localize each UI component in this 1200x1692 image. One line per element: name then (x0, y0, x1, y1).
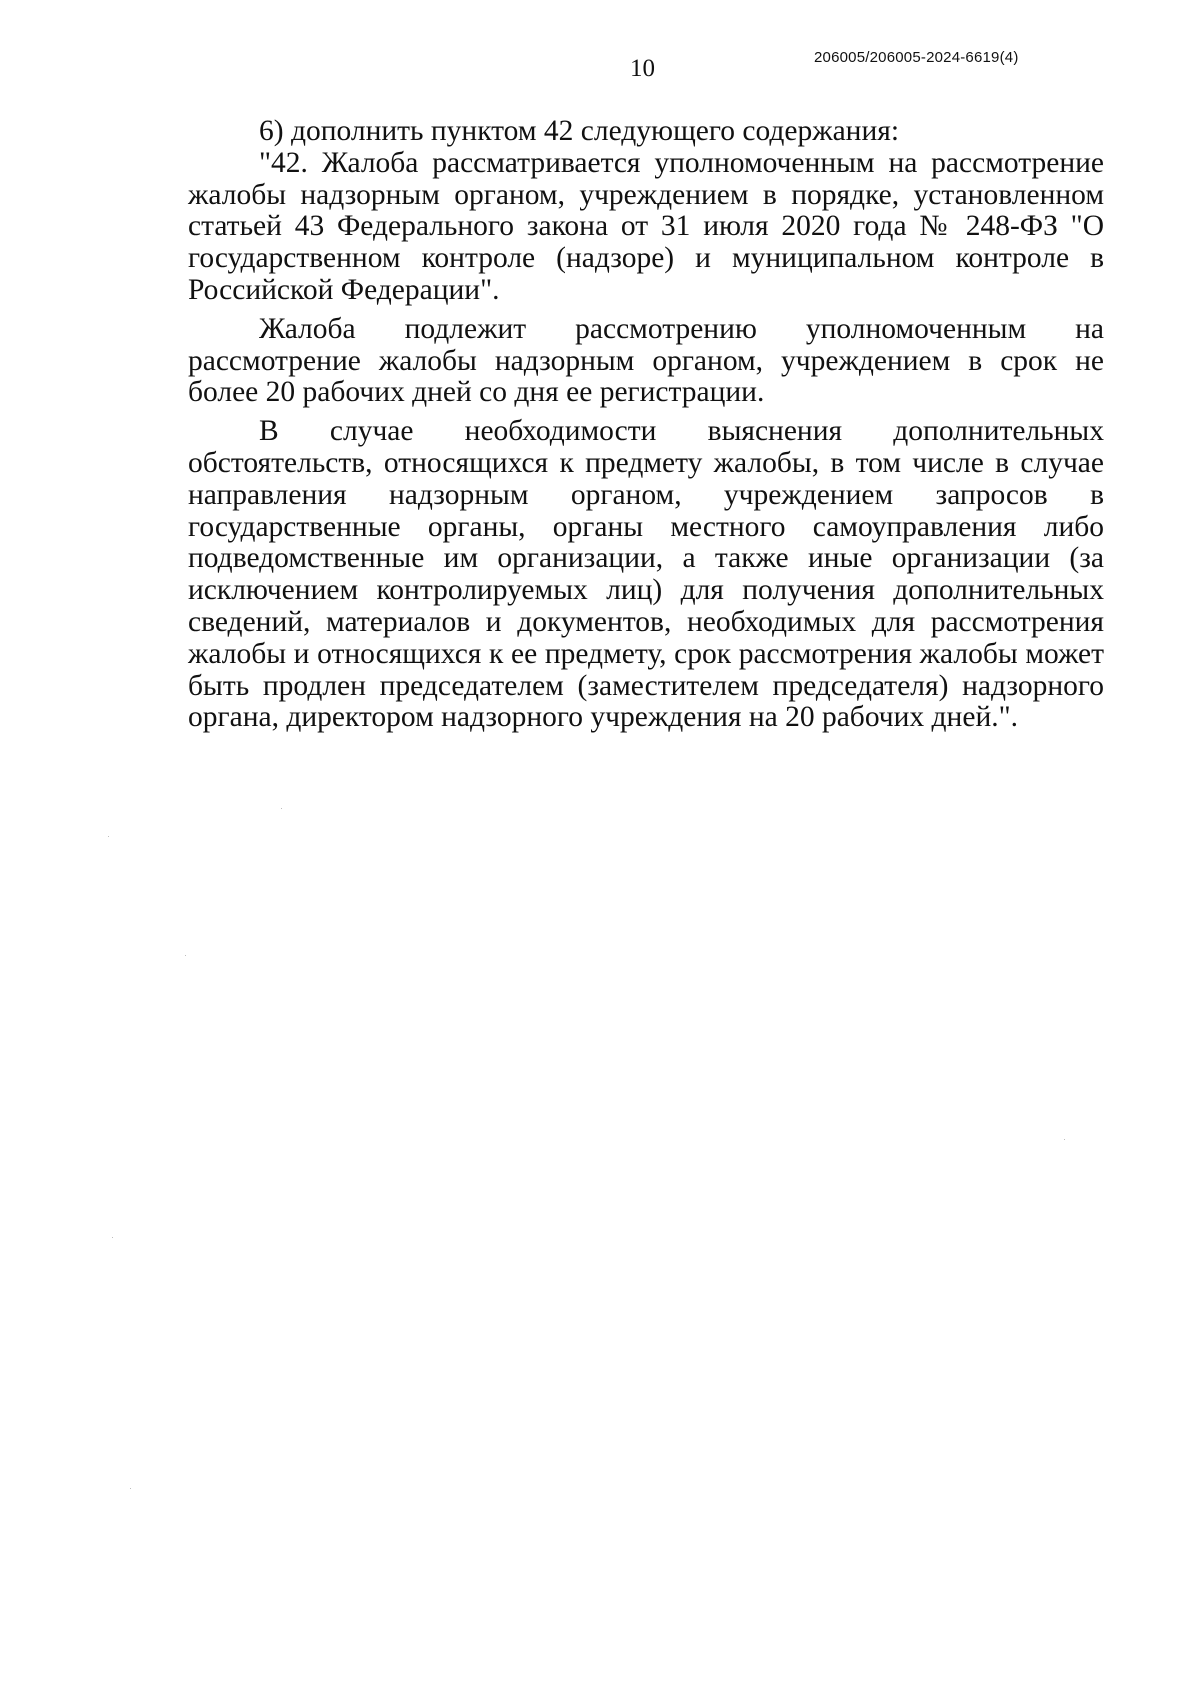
paragraph-review-term: Жалоба подлежит рассмотрению уполномоченным на рассмотрение жалобы надзорным органом, учреждением в срок не более 20 рабочих дней со дня ее регистрации. (188, 312, 1104, 409)
paragraph-extension: В случае необходимости выяснения дополнительных обстоятельств, относящихся к предмету жалобы, в том числе в случае направления надзорным органом, учреждением запросов в государственные органы, органы местного самоуправления либо подведомственные им организации, а также иные организации (за исключением контролируемых лиц) для получения дополнительных сведений, материалов и документов, необходимых для рассмотрения жалобы и относящихся к ее предмету, срок рассмотрения жалобы может быть продлен председателем (заместителем председателя) надзорного органа, директором надзорного учреждения на 20 рабочих дней.". (188, 415, 1104, 734)
page-number: 10 (630, 55, 655, 82)
scan-speck (108, 836, 109, 837)
scan-speck (112, 1237, 113, 1238)
scan-speck (130, 1488, 131, 1489)
scan-speck (185, 955, 186, 956)
paragraph-clause-42: "42. Жалоба рассматривается уполномоченным на рассмотрение жалобы надзорным органом, учреждением в порядке, установленном статьей 43 Федерального закона от 31 июля 2020 года № 248-ФЗ "О государственном контроле (надзоре) и муниципальном контроле в Российской Федерации". (188, 146, 1104, 306)
document-body (188, 116, 1104, 734)
scan-speck (281, 808, 282, 809)
document-code: 206005/206005-2024-6619(4) (814, 49, 1019, 66)
paragraph-amendment-intro: 6) дополнить пунктом 42 следующего содержания: (259, 115, 900, 147)
scan-speck (1064, 1139, 1065, 1140)
